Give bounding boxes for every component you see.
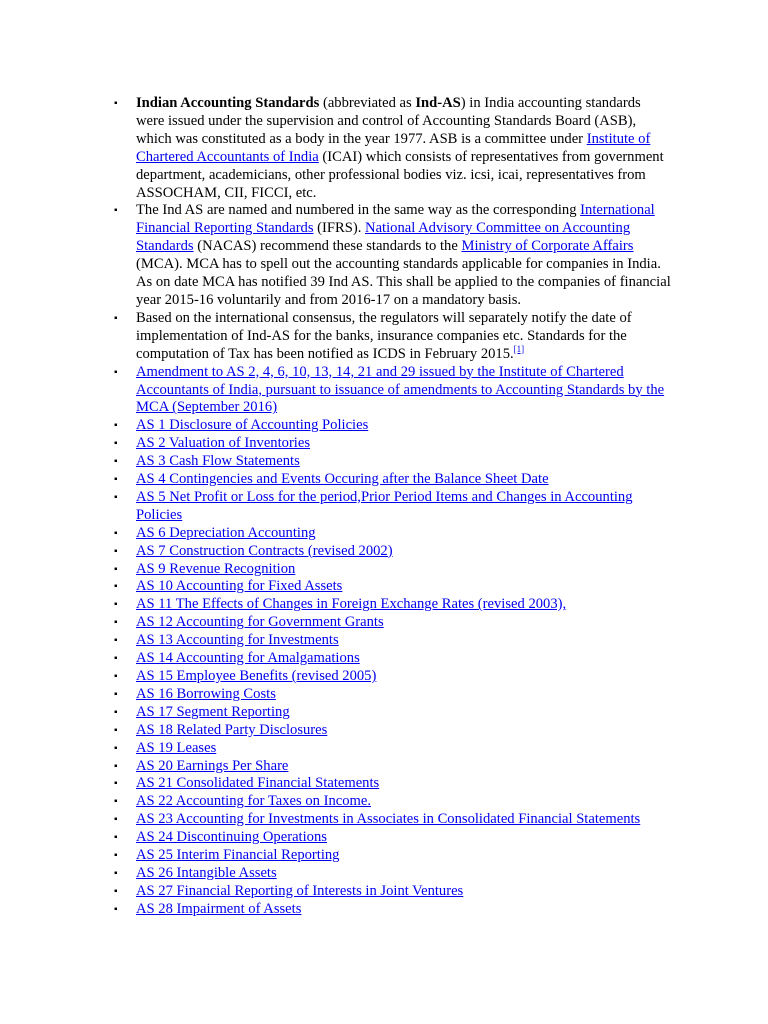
standard-link[interactable]: AS 18 Related Party Disclosures <box>136 721 328 738</box>
standard-link[interactable]: AS 24 Discontinuing Operations <box>136 829 327 846</box>
paragraph-text: (NACAS) recommend these standards to the <box>193 238 462 255</box>
square-bullet-icon: ▪ <box>114 491 118 503</box>
standard-link[interactable]: AS 16 Borrowing Costs <box>136 685 276 702</box>
square-bullet-icon: ▪ <box>114 205 118 217</box>
standard-link[interactable]: AS 15 Employee Benefits (revised 2005) <box>136 668 377 684</box>
square-bullet-icon: ▪ <box>114 653 118 665</box>
square-bullet-icon: ▪ <box>114 688 118 700</box>
standard-link[interactable]: AS 27 Financial Reporting of Interests in Joint Ventures <box>136 882 464 899</box>
list-item-standard-link <box>111 811 671 829</box>
link-mca[interactable]: Ministry of Corporate Affairs <box>461 238 634 255</box>
standard-link[interactable]: AS 11 The Effects of Changes in Foreign Exchange Rates (revised 2003), <box>136 596 567 613</box>
standard-link[interactable]: AS 7 Construction Contracts (revised 2002) <box>136 542 393 559</box>
standard-link[interactable]: AS 12 Accounting for Government Grants <box>136 614 384 631</box>
square-bullet-icon: ▪ <box>114 474 118 486</box>
paragraph-text: (abbreviated as <box>319 95 416 111</box>
standard-link[interactable]: AS 10 Accounting for Fixed Assets <box>136 578 343 595</box>
square-bullet-icon: ▪ <box>114 438 118 450</box>
standard-link[interactable]: Amendment to AS 2, 4, 6, 10, 13, 14, 21 and 29 issued by the Institute of Chartered Accountants of India, pursuant to issuance of amendments to Accounting Standards by the MCA (September 2016) <box>136 363 665 416</box>
square-bullet-icon: ▪ <box>114 885 118 897</box>
standard-link[interactable]: AS 5 Net Profit or Loss for the period,Prior Period Items and Changes in Accounting Policies <box>136 488 633 523</box>
term-indian-accounting-standards: Indian Accounting Standards <box>136 95 320 111</box>
standard-link[interactable]: AS 23 Accounting for Investments in Associates in Consolidated Financial Statements <box>136 811 641 828</box>
square-bullet-icon: ▪ <box>114 635 118 647</box>
square-bullet-icon: ▪ <box>114 599 118 611</box>
square-bullet-icon: ▪ <box>114 850 118 862</box>
standard-link[interactable]: AS 13 Accounting for Investments <box>136 632 339 649</box>
list-item-standard-link <box>111 883 671 901</box>
standard-link[interactable]: AS 20 Earnings Per Share <box>136 757 289 774</box>
standard-link[interactable]: AS 1 Disclosure of Accounting Policies <box>136 417 369 434</box>
list-item-standard-link <box>111 901 671 919</box>
square-bullet-icon: ▪ <box>114 671 118 682</box>
square-bullet-icon: ▪ <box>114 832 118 844</box>
square-bullet-icon: ▪ <box>114 420 118 432</box>
square-bullet-icon: ▪ <box>114 706 118 718</box>
accounting-standards-list <box>111 95 671 919</box>
square-bullet-icon: ▪ <box>114 617 118 629</box>
square-bullet-icon: ▪ <box>114 98 118 109</box>
list-item-international-consensus <box>111 310 671 364</box>
list-item-standard-link <box>111 489 671 525</box>
square-bullet-icon: ▪ <box>114 581 118 593</box>
standard-link[interactable]: AS 21 Consolidated Financial Statements <box>136 775 380 792</box>
standard-link[interactable]: AS 3 Cash Flow Statements <box>136 453 300 470</box>
list-item-ind-as-naming <box>111 202 671 309</box>
square-bullet-icon: ▪ <box>114 867 118 879</box>
standard-link[interactable]: AS 2 Valuation of Inventories <box>136 435 311 452</box>
standard-link[interactable]: AS 22 Accounting for Taxes on Income. <box>136 793 372 810</box>
list-item-standard-link <box>111 471 671 489</box>
standard-link[interactable]: AS 25 Interim Financial Reporting <box>136 847 340 864</box>
standard-link[interactable]: AS 19 Leases <box>136 739 217 756</box>
list-item-standard-link <box>111 793 671 811</box>
square-bullet-icon: ▪ <box>114 903 118 915</box>
list-item-ind-as-intro <box>111 95 671 202</box>
document-content <box>111 95 671 919</box>
square-bullet-icon: ▪ <box>114 742 118 754</box>
list-item-standard-link <box>111 847 671 865</box>
square-bullet-icon: ▪ <box>114 456 118 468</box>
standard-link[interactable]: AS 4 Contingencies and Events Occuring after the Balance Sheet Date <box>136 471 549 488</box>
square-bullet-icon: ▪ <box>114 796 118 808</box>
square-bullet-icon: ▪ <box>114 527 118 539</box>
standard-link[interactable]: AS 26 Intangible Assets <box>136 864 277 881</box>
term-ind-as: Ind-AS <box>415 95 461 111</box>
paragraph-text: (ICAI) which consists of representatives from government department, academicians, other professional bodies viz. icsi, icai, representatives from ASSOCHAM, CII, FICCI, etc. <box>136 148 664 201</box>
square-bullet-icon: ▪ <box>114 724 118 736</box>
square-bullet-icon: ▪ <box>114 563 118 575</box>
link-ifrs[interactable]: International Financial Reporting Standards <box>136 202 655 237</box>
link-nacas[interactable]: National Advisory Committee on Accounting Standards <box>136 220 631 255</box>
square-bullet-icon: ▪ <box>114 312 118 324</box>
list-item-standard-link <box>111 435 671 453</box>
list-item-standard-link <box>111 650 671 668</box>
list-item-standard-link <box>111 453 671 471</box>
list-item-standard-link <box>111 561 671 579</box>
list-item-standard-link <box>111 632 671 650</box>
list-item-standard-link <box>111 829 671 847</box>
square-bullet-icon: ▪ <box>114 778 118 790</box>
paragraph-text: ) in India accounting standards were issued under the supervision and control of Accounting Standards Board (ASB), which was constituted as a body in the year 1977. ASB is a committee under <box>136 95 641 147</box>
list-item-standard-link <box>111 614 671 632</box>
list-item-standard-link <box>111 364 671 418</box>
list-item-standard-link <box>111 686 671 704</box>
list-item-standard-link <box>111 578 671 596</box>
link-icai[interactable]: Institute of Chartered Accountants of India <box>136 130 651 165</box>
list-item-standard-link <box>111 596 671 614</box>
footnote-link[interactable]: [1] <box>513 343 525 354</box>
list-item-standard-link <box>111 417 671 435</box>
standard-link[interactable]: AS 6 Depreciation Accounting <box>136 524 316 541</box>
list-item-standard-link <box>111 758 671 776</box>
list-item-standard-link <box>111 740 671 758</box>
list-item-standard-link <box>111 543 671 561</box>
list-item-standard-link <box>111 668 671 686</box>
square-bullet-icon: ▪ <box>114 760 118 772</box>
list-item-standard-link <box>111 525 671 543</box>
square-bullet-icon: ▪ <box>114 545 118 557</box>
paragraph-text: (IFRS). <box>313 220 366 237</box>
square-bullet-icon: ▪ <box>114 366 118 378</box>
paragraph-text: (MCA). MCA has to spell out the accounting standards applicable for companies in India. As on date MCA has notified 39 Ind AS. This shall be applied to the companies of financial year 2015-16 voluntarily and from 2016-17 on a mandatory basis. <box>136 256 671 308</box>
list-item-standard-link <box>111 704 671 722</box>
standard-link[interactable]: AS 14 Accounting for Amalgamations <box>136 650 360 667</box>
list-item-standard-link <box>111 722 671 740</box>
paragraph-text: Based on the international consensus, the regulators will separately notify the date of implementation of Ind-AS for the banks, insurance companies etc. Standards for the computation of Tax has been notified as ICDS in February 2015. <box>136 309 632 362</box>
paragraph-text: The Ind AS are named and numbered in the same way as the corresponding <box>136 202 581 219</box>
standard-link[interactable]: AS 17 Segment Reporting <box>136 703 290 720</box>
standard-link[interactable]: AS 9 Revenue Recognition <box>136 560 296 577</box>
list-item-standard-link <box>111 775 671 793</box>
list-item-standard-link <box>111 865 671 883</box>
square-bullet-icon: ▪ <box>114 814 118 826</box>
standard-link[interactable]: AS 28 Impairment of Assets <box>136 900 302 917</box>
